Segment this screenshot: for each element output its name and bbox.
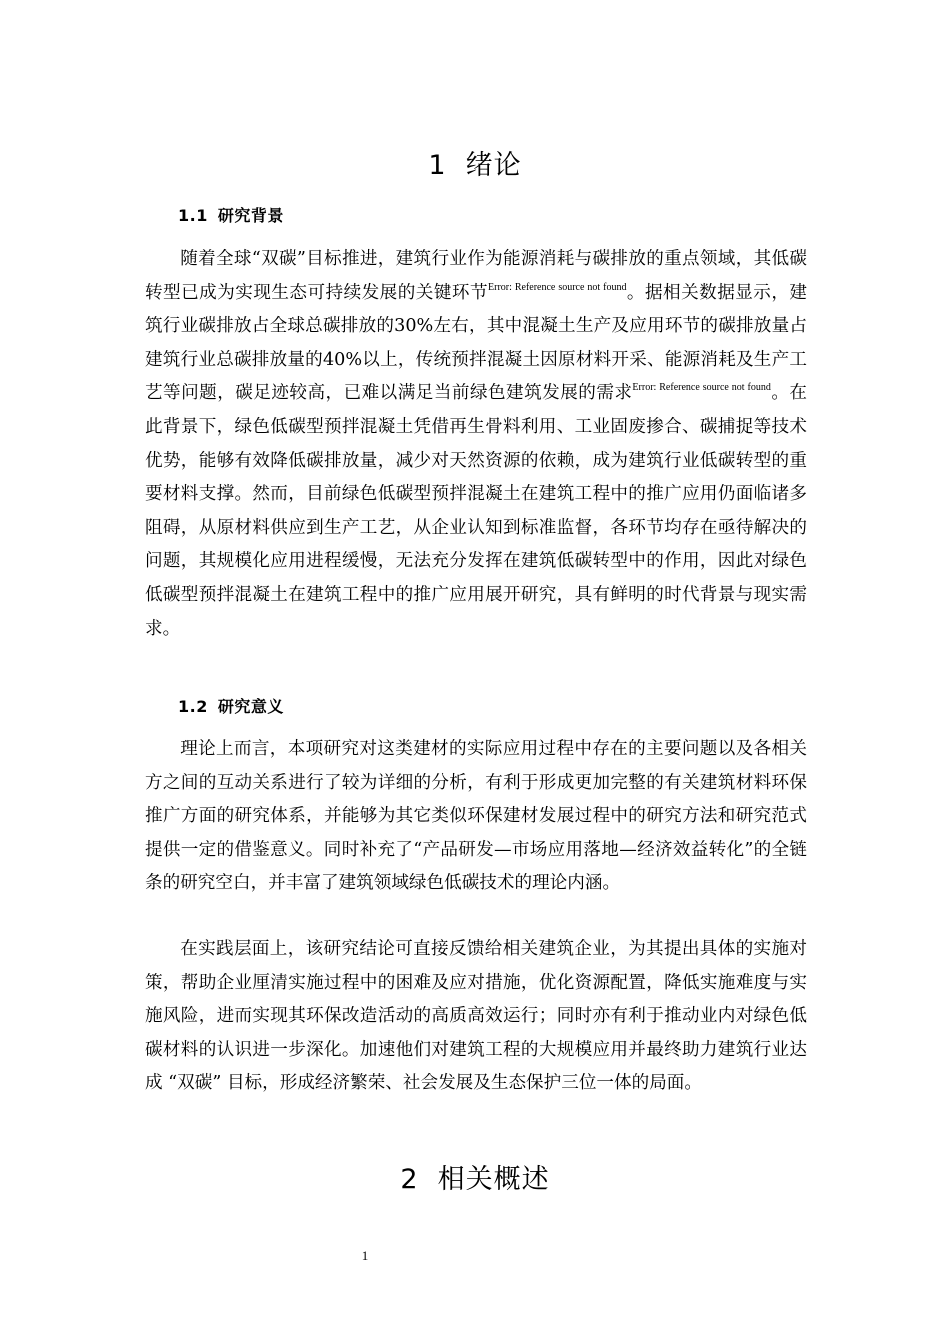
background-text-part-3: 。在此背景下，绿色低碳型预拌混凝土凭借再生骨料利用、工业固废掺合、碳捕捉等技术优势，能够有效降低碳排放量，减少对天然资源的依赖，成为建筑行业低碳转型的重要材料支撑。然而，目前绿色低碳型预拌混凝土在建筑工程中的推广应用仍面临诸多阻碍，从原材料供应到生产工艺，从企业认知到标准监督，各环节均存在亟待解决的问题，其规模化应用进程缓慢，无法充分发挥在建筑低碳转型中的作用，因此对绿色低碳型预拌混凝土在建筑工程中的推广应用展开研究，具有鲜明的时代背景与现实需求。 (145, 383, 807, 639)
chapter-1-number: 1 (428, 150, 447, 181)
section-1-2-title: 研究意义 (217, 697, 284, 716)
reference-error-1: Error: Reference source not found (488, 281, 627, 293)
background-text-part-1: 随着全球“双碳”目标推进，建筑行业作为能源消耗与碳排放的重点领域，其低碳转型已成为实现生态可持续发展的关键环节 (145, 249, 807, 303)
chapter-2-number: 2 (400, 1164, 419, 1195)
reference-error-2: Error: Reference source not found (632, 382, 771, 394)
section-1-1-title: 研究背景 (217, 206, 284, 225)
chapter-2-title (0, 1157, 950, 1196)
background-text-part-2: 。据相关数据显示，建筑行业碳排放占全球总碳排放的30%左右，其中混凝土生产及应用环节的碳排放量占建筑行业总碳排放量的40%以上，传统预拌混凝土因原材料开采、能源消耗及生产工艺等问题，碳足迹较高，已难以满足当前绿色建筑发展的需求 (145, 282, 807, 404)
section-1-1-heading (178, 203, 284, 226)
significance-paragraph-practice: 在实践层面上，该研究结论可直接反馈给相关建筑企业，为其提出具体的实施对策，帮助企业厘清实施过程中的困难及应对措施，优化资源配置，降低实施难度与实施风险，进而实现其环保改造活动的高质高效运行；同时亦有利于推动业内对绿色低碳材料的认识进一步深化。加速他们对建筑工程的大规模应用并最终助力建筑行业达成 “双碳” 目标，形成经济繁荣、社会发展及生态保护三位一体的局面。 (145, 939, 807, 1094)
section-1-2-heading (178, 694, 284, 717)
background-paragraph (145, 243, 807, 646)
section-1-2-number: 1.2 (178, 697, 208, 716)
chapter-1-name: 绪论 (465, 150, 522, 181)
chapter-1-title (0, 143, 950, 182)
significance-paragraph-theory: 理论上而言，本项研究对这类建材的实际应用过程中存在的主要问题以及各相关方之间的互动关系进行了较为详细的分析，有利于形成更加完整的有关建筑材料环保推广方面的研究体系，并能够为其它类似环保建材发展过程中的研究方法和研究范式提供一定的借鉴意义。同时补充了“产品研发—市场应用落地—经济效益转化”的全链条的研究空白，并丰富了建筑领域绿色低碳技术的理论内涵。 (145, 739, 807, 894)
page-number: 1 (361, 1248, 369, 1263)
chapter-2-name: 相关概述 (437, 1164, 550, 1195)
section-1-1-number: 1.1 (178, 206, 208, 225)
